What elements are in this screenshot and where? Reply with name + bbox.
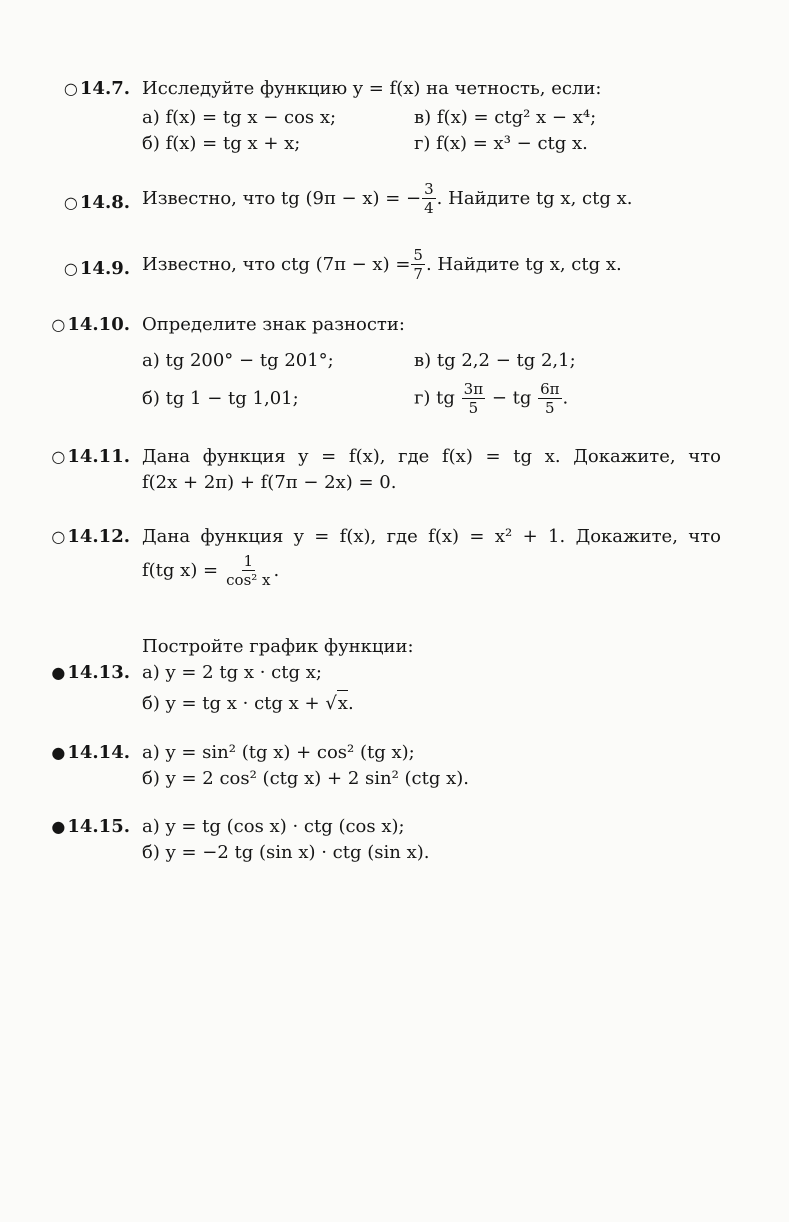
filled-circle-icon: ●	[51, 817, 66, 836]
problem-text-line1: Дана функция y = f(x), где f(x) = x² + 1. Докажите, что	[142, 526, 721, 547]
item-g: г) f(x) = x³ − ctg x.	[414, 133, 588, 154]
item-a: а) tg 200° − tg 201°;	[142, 350, 334, 371]
problem-number: 14.13.	[67, 662, 130, 683]
problem-intro: Исследуйте функцию y = f(x) на четность, если:	[142, 78, 602, 99]
problem-number: 14.7.	[79, 78, 130, 99]
fraction: $\frac{5}{7}$	[413, 246, 423, 283]
fraction: $\frac{3}{4}$	[424, 180, 434, 217]
open-circle-icon: ○	[63, 259, 78, 278]
open-circle-icon: ○	[51, 315, 66, 334]
item-b: б) f(x) = tg x + x;	[142, 133, 301, 154]
item-a: а) f(x) = tg x − cos x;	[142, 107, 337, 128]
problem-number: 14.14.	[67, 742, 130, 763]
problem-text-pre: Известно, что tg (9π − x) = −	[142, 187, 422, 209]
item-a: а) y = 2 tg x · ctg x;	[142, 662, 322, 683]
item-b: б) y = tg x · ctg x + √x.	[142, 690, 721, 717]
problem-text-line2: f(2x + 2π) + f(7π − 2x) = 0.	[142, 472, 397, 493]
problem-number: 14.8.	[79, 192, 130, 213]
item-b: б) y = 2 cos² (ctg x) + 2 sin² (ctg x).	[142, 768, 469, 789]
open-circle-icon: ○	[51, 527, 66, 546]
filled-circle-icon: ●	[51, 743, 66, 762]
problem-text-pre: f(tg x) =	[142, 559, 219, 581]
problem-number: 14.9.	[79, 258, 130, 279]
open-circle-icon: ○	[63, 193, 78, 212]
item-a: а) y = sin² (tg x) + cos² (tg x);	[142, 742, 415, 763]
fraction: $\frac{1}{\text{cos² x}}$	[226, 552, 271, 589]
open-circle-icon: ○	[51, 447, 66, 466]
problem-number: 14.11.	[67, 446, 130, 467]
item-b: б) y = −2 tg (sin x) · ctg (sin x).	[142, 842, 430, 863]
problem-intro: Определите знак разности:	[142, 314, 405, 335]
problem-number: 14.12.	[67, 526, 130, 547]
problem-text-post: . Найдите tg x, ctg x.	[425, 253, 622, 275]
problem-text-pre: Известно, что ctg (7π − x) =	[142, 253, 411, 275]
item-b: б) tg 1 − tg 1,01;	[142, 387, 299, 409]
problem-number: 14.10.	[67, 314, 130, 335]
problem-text-post: .	[273, 559, 280, 581]
item-a: а) y = tg (cos x) · ctg (cos x);	[142, 816, 405, 837]
filled-circle-icon: ●	[51, 663, 66, 682]
problem-text-line1: Дана функция y = f(x), где f(x) = tg x. Докажите, что	[142, 446, 721, 467]
problem-number: 14.15.	[67, 816, 130, 837]
item-g: г) tg $\frac{3\pi}{5}$ − tg $\frac{6\pi}{5}$ .	[414, 380, 569, 417]
textbook-page: ○ 14.7. Исследуйте функцию y = f(x) на четность, если: а) f(x) = tg x − cos x; в) f(x) = ctg² x − x⁴; б) f(x) = tg x + x; г) f(x) = x³ − ctg x. ○ 14.8. Известно, что tg (9π − x) = − $\frac{3}{4}$ . Найдите tg x, ctg x. ○ 14.9. Известно, что ctg (7π − x) = $\frac{5}{7}$ . Найдите tg x, ctg x. ○ 14.10. Определите знак разности: а) tg 200° − tg 201°; в) tg 2,2 − tg 2,1; б) tg 1 − tg 1,01; г) tg $\frac{3\pi}{5}$ − tg $\frac{6\pi}{5}$ . ○ 14.11. Дана функция y = f(x), где f(x) = tg x. Докажите, что f(2x + 2π) + f(7π − 2x) = 0. ○ 14.12. Дана функция y = f(x), где f(x) = x² + 1. Докажите, что f(tg x) = $\frac{1}{\text{cos² x}}$ . Постройте график функции: ● 14.13. а) y = 2 tg x · ctg x; б) y = tg x · ctg x + √x. ● 14.14. а) y = sin² (tg x) + cos² (tg x); б) y = 2 cos² (ctg x) + 2 sin² (ctg x). ● 14.15. а) y = tg (cos x) · ctg (cos x); б) y = −2 tg (sin x) · ctg (sin x).	[0, 0, 789, 1222]
open-circle-icon: ○	[63, 79, 78, 98]
problem-text-post: . Найдите tg x, ctg x.	[436, 187, 633, 209]
item-v: в) tg 2,2 − tg 2,1;	[414, 350, 576, 371]
item-v: в) f(x) = ctg² x − x⁴;	[414, 107, 597, 128]
